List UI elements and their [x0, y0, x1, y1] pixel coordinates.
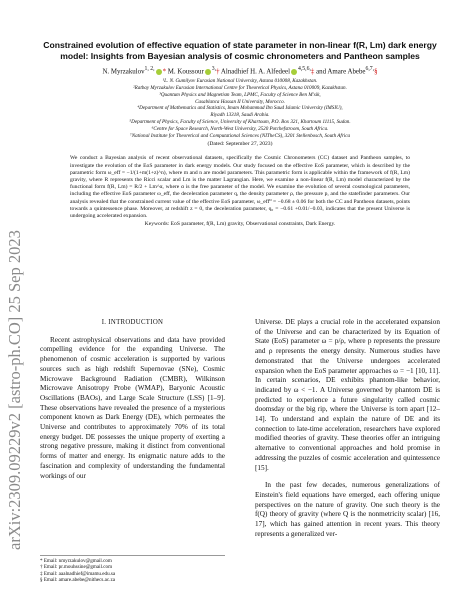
abstract: We conduct a Bayesian analysis of recent observational datasets, specifically the Cosmic Chronometers (CC) dataset and Pantheon samples, to investigate the evolution of the EoS parameter in dark energy models. Our study focused on the effective EoS parameter, which is described by the parametric form ω_eff = −1/(1+m(1+z)^n), where m and n are model parameters. This parametric form is applicable within the framework of f(R, Lm) gravity, where R represents the Ricci scalar and Lm is the matter Lagrangian. Here, we examine a non-linear f(R, Lm) model characterized by the functional form f(R, Lm) = R/2 + Lm^α, where α is the free parameter of the model. We examine the evolution of several cosmological parameters, including the effective EoS parameter ω_eff, the deceleration parameter q, the density parameter ρ, the pressure p, and the statefinder parameters. Our analysis revealed that the constrained current value of the effective EoS parameter, ω_eff⁰ = −0.68 ± 0.06 for both the CC and Pantheon datasets, points towards a quintessence phase. Moreover, at redshift z = 0, the deceleration parameter, q₀ = −0.61 +0.01/−0.03, indicates that the present Universe is undergoing accelerated expansion. [70, 155, 410, 220]
author-3-sup: 4,5,6, [297, 66, 311, 72]
author-3[interactable]: Alnadhief H. A. Alfedeel [220, 68, 290, 76]
author-list: N. Myrzakulov$^{1, 2,}$ * M. Koussour $^{3,}$† Alnadhief H. A. Alfedeel $^{4,5,6,}$‡ and Amare Abebe$^{6,7,}$§ [102, 66, 378, 76]
orcid-icon[interactable] [291, 69, 297, 75]
keywords: Keywords: EoS parameter, f(R, Lm) gravity, Observational constraints, Dark Energy. [144, 221, 336, 228]
affiliation: ³Quantum Physics and Magnetism Team, LPMC, Faculty of Science Ben M'sik, [159, 91, 321, 98]
paragraph: Universe. DE plays a crucial role in the accelerated expansion of the Universe and can be characterized by its Equation of State (EoS) parameter ω = p/ρ, where p represents the pressure and ρ represents the energy density. Numerous studies have demonstrated that the Universe undergoes accelerated expansion when the EoS parameter approaches ω = −1 [10, 11]. In certain scenarios, DE exhibits phantom-like behavior, indicated by ω < −1. A Universe governed by phantom DE is predicted to experience a future singularity called cosmic doomsday or the big rip, where the Universe is torn apart [12–14]. To understand and explain the nature of DE and its connection to late-time acceleration, researchers have explored modified theories of gravity. These theories offer an intriguing alternative to conventional approaches and hold promise in addressing the puzzles of cosmic acceleration and quintessence [15]. [255, 318, 440, 472]
paragraph: Recent astrophysical observations and data have provided compelling evidence for the expanding Universe. The phenomenon of cosmic acceleration is supported by various sources such as high redshift Supernovae (SNe), Cosmic Microwave Background Radiation (CMBR), Wilkinson Microwave Anisotropy Probe (WMAP), Baryonic Acoustic Oscillations (BAOs), and Large Scale Structure (LSS) [1–9]. These observations have revealed the presence of a mysterious component known as Dark Energy (DE), which permeates the Universe and contributes to approximately 70% of its total energy budget. DE possesses the unique property of exerting a strong negative pressure, making it distinct from conventional forms of matter and energy. Its enigmatic nature adds to the fascination and complexity of understanding the fundamental workings of our [40, 335, 225, 480]
author-4[interactable]: and Amare Abebe [316, 68, 366, 76]
author-2[interactable]: M. Koussour [167, 68, 204, 76]
footnote-email[interactable]: † Email: pr.mouhssine@gmail.com [40, 564, 113, 571]
affiliation: ⁶Centre for Space Research, North-West University, 2520 Potchefstroom, South Africa. [151, 125, 329, 132]
paper-title: Constrained evolution of effective equation of state parameter in non-linear f(R, Lm) dark energy model: Insights from Bayesian analysis of cosmic chronometers and Pantheon samples [43, 40, 437, 61]
right-column [255, 318, 440, 539]
footnote-email[interactable]: * Email: nmyrzakulov@gmail.com [40, 558, 112, 564]
arxiv-stamp-text: arXiv:2309.09229v2 [astro-ph.CO] 25 Sep 2023 [5, 230, 24, 550]
orcid-icon[interactable] [205, 69, 211, 75]
author-1-sup: 1, 2, [144, 66, 155, 72]
affiliation: ⁴Department of Mathematics and Statistics, Imam Mohammad Ibn Saud Islamic University (IMSIU), [137, 105, 343, 112]
arxiv-stamp [5, 80, 23, 550]
affiliation: ⁷National Institute for Theoretical and Computational Sciences (NITheCS), 3201 Stellenbosch, South Africa [129, 132, 351, 139]
author-1[interactable]: N. Myrzakulov [102, 68, 145, 76]
affiliation: Riyadh 13318, Saudi Arabia. [210, 112, 270, 119]
affiliations [40, 78, 440, 139]
affiliation: ¹L. N. Gumilyov Eurasian National University, Astana 010008, Kazakhstan. [162, 78, 318, 85]
author-4-sup: 6,7, [365, 66, 375, 72]
orcid-icon[interactable] [156, 69, 162, 75]
affiliation: Casablanca Hassan II University, Morocco. [195, 98, 285, 105]
author-2-sup: 3, [211, 66, 217, 72]
affiliation: ²Ratbay Myrzakulov Eurasian International Centre for Theoretical Physics, Astana 010009, Kazakhstan. [133, 85, 347, 92]
section-heading: I. INTRODUCTION [101, 319, 164, 326]
footnote-email[interactable]: § Email: amare.abebe@nithecs.ac.za [40, 577, 115, 584]
paper-header [40, 40, 440, 227]
body-columns [40, 318, 440, 539]
affiliation: ⁵Department of Physics, Faculty of Science, University of Khartoum, P.O. Box 321, Khartoum 11115, Sudan. [129, 119, 351, 126]
paragraph: In the past few decades, numerous generalizations of Einstein's field equations have emerged, each offering unique perspectives on the nature of gravity. One such theory is the f(Q) theory of gravity (where Q is the nonmetricity scalar) [16, 17], which has gained attention in recent years. This theory represents a generalized ver- [255, 481, 440, 538]
left-column [40, 318, 225, 539]
date-line: (Dated: September 27, 2023) [207, 141, 273, 148]
footnotes [40, 555, 225, 584]
footnote-email[interactable]: ‡ Email: aaalnadhief@imamu.edu.sa [40, 570, 116, 577]
